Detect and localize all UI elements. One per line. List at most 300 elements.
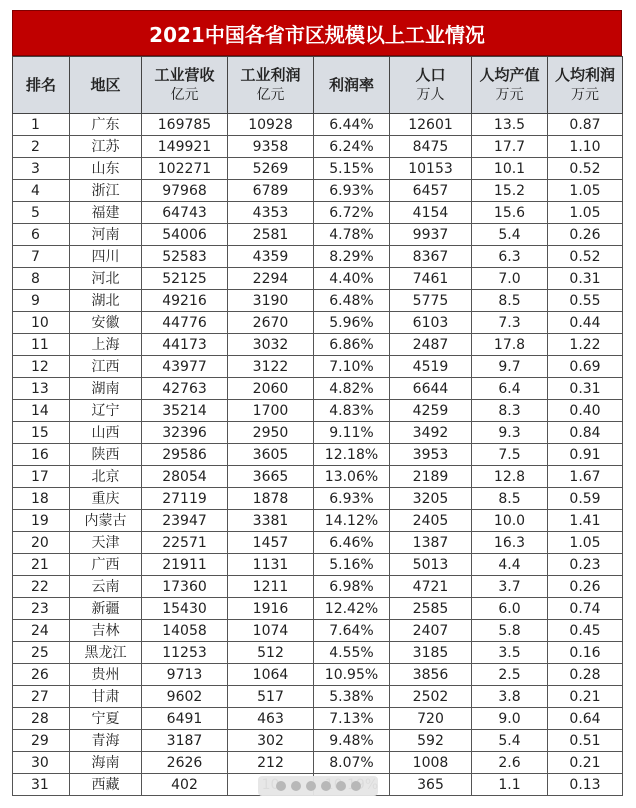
table-cell[interactable]: 6.98% [314, 576, 390, 598]
table-cell[interactable]: 江西 [70, 356, 142, 378]
table-cell[interactable]: 3.8 [472, 686, 548, 708]
table-cell[interactable]: 22571 [142, 532, 228, 554]
table-cell[interactable]: 31 [13, 774, 70, 796]
table-cell[interactable]: 0.21 [548, 686, 623, 708]
table-cell[interactable]: 4353 [228, 202, 314, 224]
table-row [13, 598, 623, 620]
table-cell[interactable]: 4.40% [314, 268, 390, 290]
table-cell[interactable]: 0.26 [548, 576, 623, 598]
table-title: 2021中国各省市区规模以上工业情况 [12, 10, 622, 56]
table-row [13, 246, 623, 268]
table-cell[interactable]: 14058 [142, 620, 228, 642]
table-cell[interactable]: 上海 [70, 334, 142, 356]
table-cell[interactable]: 贵州 [70, 664, 142, 686]
table-cell[interactable]: 2294 [228, 268, 314, 290]
table-cell[interactable]: 13.06% [314, 466, 390, 488]
table-cell[interactable]: 9.0 [472, 708, 548, 730]
table-cell[interactable]: 8475 [390, 136, 472, 158]
table-row [13, 444, 623, 466]
table-cell[interactable]: 6491 [142, 708, 228, 730]
table-cell[interactable]: 15430 [142, 598, 228, 620]
table-row [13, 510, 623, 532]
table-row [13, 708, 623, 730]
table-cell[interactable]: 6103 [390, 312, 472, 334]
table-cell[interactable]: 17 [13, 466, 70, 488]
table-cell[interactable]: 2 [13, 136, 70, 158]
table-cell[interactable]: 0.69 [548, 356, 623, 378]
table-cell[interactable]: 0.40 [548, 400, 623, 422]
table-cell[interactable]: 9713 [142, 664, 228, 686]
table-cell[interactable]: 52583 [142, 246, 228, 268]
table-cell[interactable]: 2.6 [472, 752, 548, 774]
table-cell[interactable]: 13 [13, 378, 70, 400]
table-cell[interactable]: 6.3 [472, 246, 548, 268]
table-row [13, 180, 623, 202]
column-header [142, 57, 228, 114]
table-cell[interactable]: 15 [13, 422, 70, 444]
table-row [13, 664, 623, 686]
table-cell[interactable]: 27119 [142, 488, 228, 510]
table-cell[interactable]: 30 [13, 752, 70, 774]
table-cell[interactable]: 720 [390, 708, 472, 730]
table-cell[interactable]: 3.7 [472, 576, 548, 598]
table-cell[interactable]: 5.4 [472, 224, 548, 246]
table-cell[interactable]: 青海 [70, 730, 142, 752]
table-cell[interactable]: 7.13% [314, 708, 390, 730]
table-cell[interactable]: 2670 [228, 312, 314, 334]
dot-icon [306, 781, 316, 791]
table-cell[interactable]: 4.78% [314, 224, 390, 246]
table-cell[interactable]: 97968 [142, 180, 228, 202]
table-cell[interactable]: 7.10% [314, 356, 390, 378]
dot-icon [336, 781, 346, 791]
table-row [13, 642, 623, 664]
table-cell[interactable]: 12.18% [314, 444, 390, 466]
table-cell[interactable]: 1878 [228, 488, 314, 510]
table-cell[interactable]: 14 [13, 400, 70, 422]
table-cell[interactable]: 17.7 [472, 136, 548, 158]
table-cell[interactable]: 12601 [390, 114, 472, 136]
column-header-label: 工业利润 [240, 66, 301, 84]
table-cell[interactable]: 江苏 [70, 136, 142, 158]
table-cell[interactable]: 29586 [142, 444, 228, 466]
table-cell[interactable]: 11253 [142, 642, 228, 664]
table-cell[interactable]: 9.7 [472, 356, 548, 378]
table-cell[interactable]: 7461 [390, 268, 472, 290]
table-cell[interactable]: 3032 [228, 334, 314, 356]
table-cell[interactable]: 54006 [142, 224, 228, 246]
table-cell[interactable]: 3381 [228, 510, 314, 532]
table-cell[interactable]: 0.52 [548, 246, 623, 268]
column-header-label: 排名 [25, 76, 56, 94]
table-cell[interactable]: 3205 [390, 488, 472, 510]
table-cell[interactable]: 10 [13, 312, 70, 334]
column-header [314, 57, 390, 114]
table-cell[interactable]: 4259 [390, 400, 472, 422]
table-row [13, 114, 623, 136]
table-cell[interactable]: 0.26 [548, 224, 623, 246]
table-cell[interactable]: 10.1 [472, 158, 548, 180]
table-cell[interactable]: 8.29% [314, 246, 390, 268]
table-cell[interactable]: 14.12% [314, 510, 390, 532]
table-cell[interactable]: 辽宁 [70, 400, 142, 422]
table-cell[interactable]: 6.46% [314, 532, 390, 554]
table-cell[interactable]: 0.31 [548, 378, 623, 400]
table-cell[interactable]: 149921 [142, 136, 228, 158]
column-header-label: 工业营收 [154, 66, 215, 84]
table-row [13, 312, 623, 334]
table-cell[interactable]: 0.55 [548, 290, 623, 312]
table-cell[interactable]: 2407 [390, 620, 472, 642]
table-cell[interactable]: 21 [13, 554, 70, 576]
table-row [13, 378, 623, 400]
table-cell[interactable]: 0.91 [548, 444, 623, 466]
table-cell[interactable]: 0.59 [548, 488, 623, 510]
table-cell[interactable]: 甘肃 [70, 686, 142, 708]
table-cell[interactable]: 1.1 [472, 774, 548, 796]
table-cell[interactable]: 9.48% [314, 730, 390, 752]
table-cell[interactable]: 3665 [228, 466, 314, 488]
table-cell[interactable]: 2626 [142, 752, 228, 774]
table-cell[interactable]: 3856 [390, 664, 472, 686]
table-cell[interactable]: 6.0 [472, 598, 548, 620]
table-cell[interactable]: 云南 [70, 576, 142, 598]
table-row [13, 290, 623, 312]
table-cell[interactable]: 5.8 [472, 620, 548, 642]
table-cell[interactable]: 0.16 [548, 642, 623, 664]
table-cell[interactable]: 12 [13, 356, 70, 378]
table-cell[interactable]: 1064 [228, 664, 314, 686]
table-cell[interactable]: 6.93% [314, 180, 390, 202]
table-cell[interactable]: 北京 [70, 466, 142, 488]
dot-icon [351, 781, 361, 791]
table-cell[interactable]: 23947 [142, 510, 228, 532]
table-cell[interactable]: 20 [13, 532, 70, 554]
table-cell[interactable]: 11 [13, 334, 70, 356]
table-cell[interactable]: 25 [13, 642, 70, 664]
table-cell[interactable]: 新疆 [70, 598, 142, 620]
table-cell[interactable]: 重庆 [70, 488, 142, 510]
column-header-label: 地区 [90, 76, 121, 94]
table-cell[interactable]: 3953 [390, 444, 472, 466]
table-cell[interactable]: 1387 [390, 532, 472, 554]
table-cell[interactable]: 4 [13, 180, 70, 202]
table-cell[interactable]: 1.05 [548, 180, 623, 202]
table-cell[interactable]: 2581 [228, 224, 314, 246]
table-cell[interactable]: 35214 [142, 400, 228, 422]
table-cell[interactable]: 5.16% [314, 554, 390, 576]
table-cell[interactable]: 8.07% [314, 752, 390, 774]
table-cell[interactable]: 21911 [142, 554, 228, 576]
table-cell[interactable]: 0.52 [548, 158, 623, 180]
table-cell[interactable]: 广西 [70, 554, 142, 576]
table-row [13, 620, 623, 642]
table-cell[interactable]: 592 [390, 730, 472, 752]
table-cell[interactable]: 4519 [390, 356, 472, 378]
table-cell[interactable]: 3.5 [472, 642, 548, 664]
table-cell[interactable]: 0.13 [548, 774, 623, 796]
table-row [13, 532, 623, 554]
table-cell[interactable]: 6.86% [314, 334, 390, 356]
table-cell[interactable]: 1457 [228, 532, 314, 554]
table-cell[interactable]: 102271 [142, 158, 228, 180]
table-row [13, 224, 623, 246]
table-cell[interactable]: 2950 [228, 422, 314, 444]
table-cell[interactable]: 陕西 [70, 444, 142, 466]
table-cell[interactable]: 5269 [228, 158, 314, 180]
table-cell[interactable]: 4.4 [472, 554, 548, 576]
column-header-unit: 万元 [495, 87, 524, 103]
table-row [13, 400, 623, 422]
table-cell[interactable]: 9.11% [314, 422, 390, 444]
column-header-label: 人均利润 [554, 66, 615, 84]
spreadsheet [12, 10, 622, 805]
table-cell[interactable]: 9358 [228, 136, 314, 158]
table-cell[interactable]: 44173 [142, 334, 228, 356]
table-cell[interactable]: 3187 [142, 730, 228, 752]
table-cell[interactable]: 1916 [228, 598, 314, 620]
table-cell[interactable]: 302 [228, 730, 314, 752]
table-cell[interactable]: 43977 [142, 356, 228, 378]
table-cell[interactable]: 13.5 [472, 114, 548, 136]
table-cell[interactable]: 7.64% [314, 620, 390, 642]
table-cell[interactable]: 9.3 [472, 422, 548, 444]
table-cell[interactable]: 1211 [228, 576, 314, 598]
table-cell[interactable]: 0.44 [548, 312, 623, 334]
table-cell[interactable]: 1008 [390, 752, 472, 774]
watermark-overlay [258, 776, 378, 796]
table-cell[interactable]: 8.5 [472, 488, 548, 510]
table-cell[interactable]: 宁夏 [70, 708, 142, 730]
table-cell[interactable]: 4.82% [314, 378, 390, 400]
table-cell[interactable]: 29 [13, 730, 70, 752]
table-cell[interactable]: 1.05 [548, 202, 623, 224]
table-cell[interactable]: 8.3 [472, 400, 548, 422]
table-cell[interactable]: 27 [13, 686, 70, 708]
table-row [13, 136, 623, 158]
table-row [13, 268, 623, 290]
table-cell[interactable]: 3190 [228, 290, 314, 312]
table-cell[interactable]: 512 [228, 642, 314, 664]
table-cell[interactable]: 2189 [390, 466, 472, 488]
table-cell[interactable]: 5 [13, 202, 70, 224]
table-cell[interactable]: 8.5 [472, 290, 548, 312]
table-cell[interactable]: 2502 [390, 686, 472, 708]
table-cell[interactable]: 26 [13, 664, 70, 686]
table-cell[interactable]: 4.55% [314, 642, 390, 664]
table-cell[interactable]: 2.5 [472, 664, 548, 686]
table-row [13, 488, 623, 510]
table-cell[interactable]: 吉林 [70, 620, 142, 642]
table-cell[interactable]: 1074 [228, 620, 314, 642]
table-cell[interactable]: 6.93% [314, 488, 390, 510]
table-cell[interactable]: 10153 [390, 158, 472, 180]
column-header [70, 57, 142, 114]
table-cell[interactable]: 0.64 [548, 708, 623, 730]
column-header-label: 利润率 [328, 76, 374, 94]
table-cell[interactable]: 湖北 [70, 290, 142, 312]
table-cell[interactable]: 365 [390, 774, 472, 796]
table-cell[interactable]: 0.28 [548, 664, 623, 686]
column-header-unit: 万元 [571, 87, 599, 103]
table-cell[interactable]: 7.0 [472, 268, 548, 290]
table-cell[interactable]: 海南 [70, 752, 142, 774]
table-cell[interactable]: 0.23 [548, 554, 623, 576]
table-cell[interactable]: 24 [13, 620, 70, 642]
table-cell[interactable]: 42763 [142, 378, 228, 400]
table-cell[interactable]: 5.96% [314, 312, 390, 334]
table-cell[interactable]: 7.3 [472, 312, 548, 334]
table-row [13, 752, 623, 774]
table-cell[interactable]: 6789 [228, 180, 314, 202]
table-cell[interactable]: 6.72% [314, 202, 390, 224]
table-cell[interactable]: 17360 [142, 576, 228, 598]
table-cell[interactable]: 2060 [228, 378, 314, 400]
table-cell[interactable]: 山西 [70, 422, 142, 444]
table-cell[interactable]: 19 [13, 510, 70, 532]
table-cell[interactable]: 广东 [70, 114, 142, 136]
table-cell[interactable]: 402 [142, 774, 228, 796]
table-cell[interactable]: 黑龙江 [70, 642, 142, 664]
table-cell[interactable]: 7.5 [472, 444, 548, 466]
table-cell[interactable]: 52125 [142, 268, 228, 290]
table-cell[interactable]: 4.83% [314, 400, 390, 422]
column-header-unit: 亿元 [256, 87, 285, 103]
column-header [472, 57, 548, 114]
table-cell[interactable]: 10.0 [472, 510, 548, 532]
table-cell[interactable]: 18 [13, 488, 70, 510]
table-cell[interactable]: 1.41 [548, 510, 623, 532]
table-cell[interactable]: 3 [13, 158, 70, 180]
table-cell[interactable]: 1131 [228, 554, 314, 576]
table-cell[interactable]: 212 [228, 752, 314, 774]
table-cell[interactable]: 1 [13, 114, 70, 136]
table-cell[interactable]: 16 [13, 444, 70, 466]
table-cell[interactable]: 28 [13, 708, 70, 730]
column-header [548, 57, 623, 114]
table-cell[interactable]: 5.4 [472, 730, 548, 752]
table-cell[interactable]: 3185 [390, 642, 472, 664]
table-cell[interactable]: 12.42% [314, 598, 390, 620]
table-cell[interactable]: 15.6 [472, 202, 548, 224]
table-cell[interactable]: 0.74 [548, 598, 623, 620]
table-cell[interactable]: 5775 [390, 290, 472, 312]
table-cell[interactable]: 湖南 [70, 378, 142, 400]
table-cell[interactable]: 9602 [142, 686, 228, 708]
table-cell[interactable]: 4154 [390, 202, 472, 224]
table-cell[interactable]: 8367 [390, 246, 472, 268]
table-cell[interactable]: 四川 [70, 246, 142, 268]
table-cell[interactable]: 22 [13, 576, 70, 598]
table-cell[interactable]: 0.84 [548, 422, 623, 444]
table-cell[interactable]: 2405 [390, 510, 472, 532]
table-cell[interactable]: 山东 [70, 158, 142, 180]
table-cell[interactable]: 28054 [142, 466, 228, 488]
table-row [13, 686, 623, 708]
table-cell[interactable]: 河南 [70, 224, 142, 246]
table-body [13, 114, 623, 796]
table-cell[interactable]: 9 [13, 290, 70, 312]
table-cell[interactable]: 4721 [390, 576, 472, 598]
table-cell[interactable]: 0.45 [548, 620, 623, 642]
table-cell[interactable]: 浙江 [70, 180, 142, 202]
table-cell[interactable]: 3122 [228, 356, 314, 378]
table-cell[interactable]: 2585 [390, 598, 472, 620]
table-cell[interactable]: 463 [228, 708, 314, 730]
column-header-unit: 万人 [416, 87, 445, 103]
table-cell[interactable]: 44776 [142, 312, 228, 334]
table-cell[interactable]: 福建 [70, 202, 142, 224]
table-cell[interactable]: 河北 [70, 268, 142, 290]
column-header-label: 人均产值 [479, 66, 540, 84]
table-cell[interactable]: 0.31 [548, 268, 623, 290]
table-cell[interactable]: 32396 [142, 422, 228, 444]
table-cell[interactable]: 10.95% [314, 664, 390, 686]
table-cell[interactable]: 15.2 [472, 180, 548, 202]
table-cell[interactable]: 3492 [390, 422, 472, 444]
table-cell[interactable]: 1700 [228, 400, 314, 422]
table-cell[interactable]: 内蒙古 [70, 510, 142, 532]
table-cell[interactable]: 4359 [228, 246, 314, 268]
dot-icon [276, 781, 286, 791]
column-header [13, 57, 70, 114]
table-cell[interactable]: 517 [228, 686, 314, 708]
table-cell[interactable]: 6 [13, 224, 70, 246]
column-header-unit: 亿元 [170, 87, 199, 103]
table-row [13, 334, 623, 356]
table-cell[interactable]: 8 [13, 268, 70, 290]
table-cell[interactable]: 12.8 [472, 466, 548, 488]
table-row [13, 466, 623, 488]
table-cell[interactable]: 1.10 [548, 136, 623, 158]
table-cell[interactable]: 西藏 [70, 774, 142, 796]
table-cell[interactable]: 7 [13, 246, 70, 268]
table-cell[interactable]: 169785 [142, 114, 228, 136]
table-cell[interactable]: 5.15% [314, 158, 390, 180]
table-cell[interactable]: 0.21 [548, 752, 623, 774]
table-row [13, 554, 623, 576]
table-cell[interactable]: 23 [13, 598, 70, 620]
table-cell[interactable]: 2487 [390, 334, 472, 356]
table-cell[interactable]: 1.67 [548, 466, 623, 488]
table-cell[interactable]: 6.4 [472, 378, 548, 400]
table-cell[interactable]: 3605 [228, 444, 314, 466]
table-cell[interactable]: 0.51 [548, 730, 623, 752]
table-cell[interactable]: 6457 [390, 180, 472, 202]
table-cell[interactable]: 安徽 [70, 312, 142, 334]
table-cell[interactable]: 49216 [142, 290, 228, 312]
column-header-label: 人口 [415, 66, 446, 84]
table-row [13, 356, 623, 378]
table-cell[interactable]: 6.44% [314, 114, 390, 136]
table-cell[interactable]: 6.24% [314, 136, 390, 158]
table-cell[interactable]: 10928 [228, 114, 314, 136]
table-cell[interactable]: 64743 [142, 202, 228, 224]
table-cell[interactable]: 1.05 [548, 532, 623, 554]
table-cell[interactable]: 6644 [390, 378, 472, 400]
table-cell[interactable]: 16.3 [472, 532, 548, 554]
table-cell[interactable]: 9937 [390, 224, 472, 246]
column-header [390, 57, 472, 114]
table-cell[interactable]: 5.38% [314, 686, 390, 708]
table-row [13, 576, 623, 598]
table-cell[interactable]: 1.22 [548, 334, 623, 356]
table-cell[interactable]: 5013 [390, 554, 472, 576]
table-cell[interactable]: 0.87 [548, 114, 623, 136]
table-cell[interactable]: 17.8 [472, 334, 548, 356]
table-cell[interactable]: 天津 [70, 532, 142, 554]
table-cell[interactable]: 6.48% [314, 290, 390, 312]
